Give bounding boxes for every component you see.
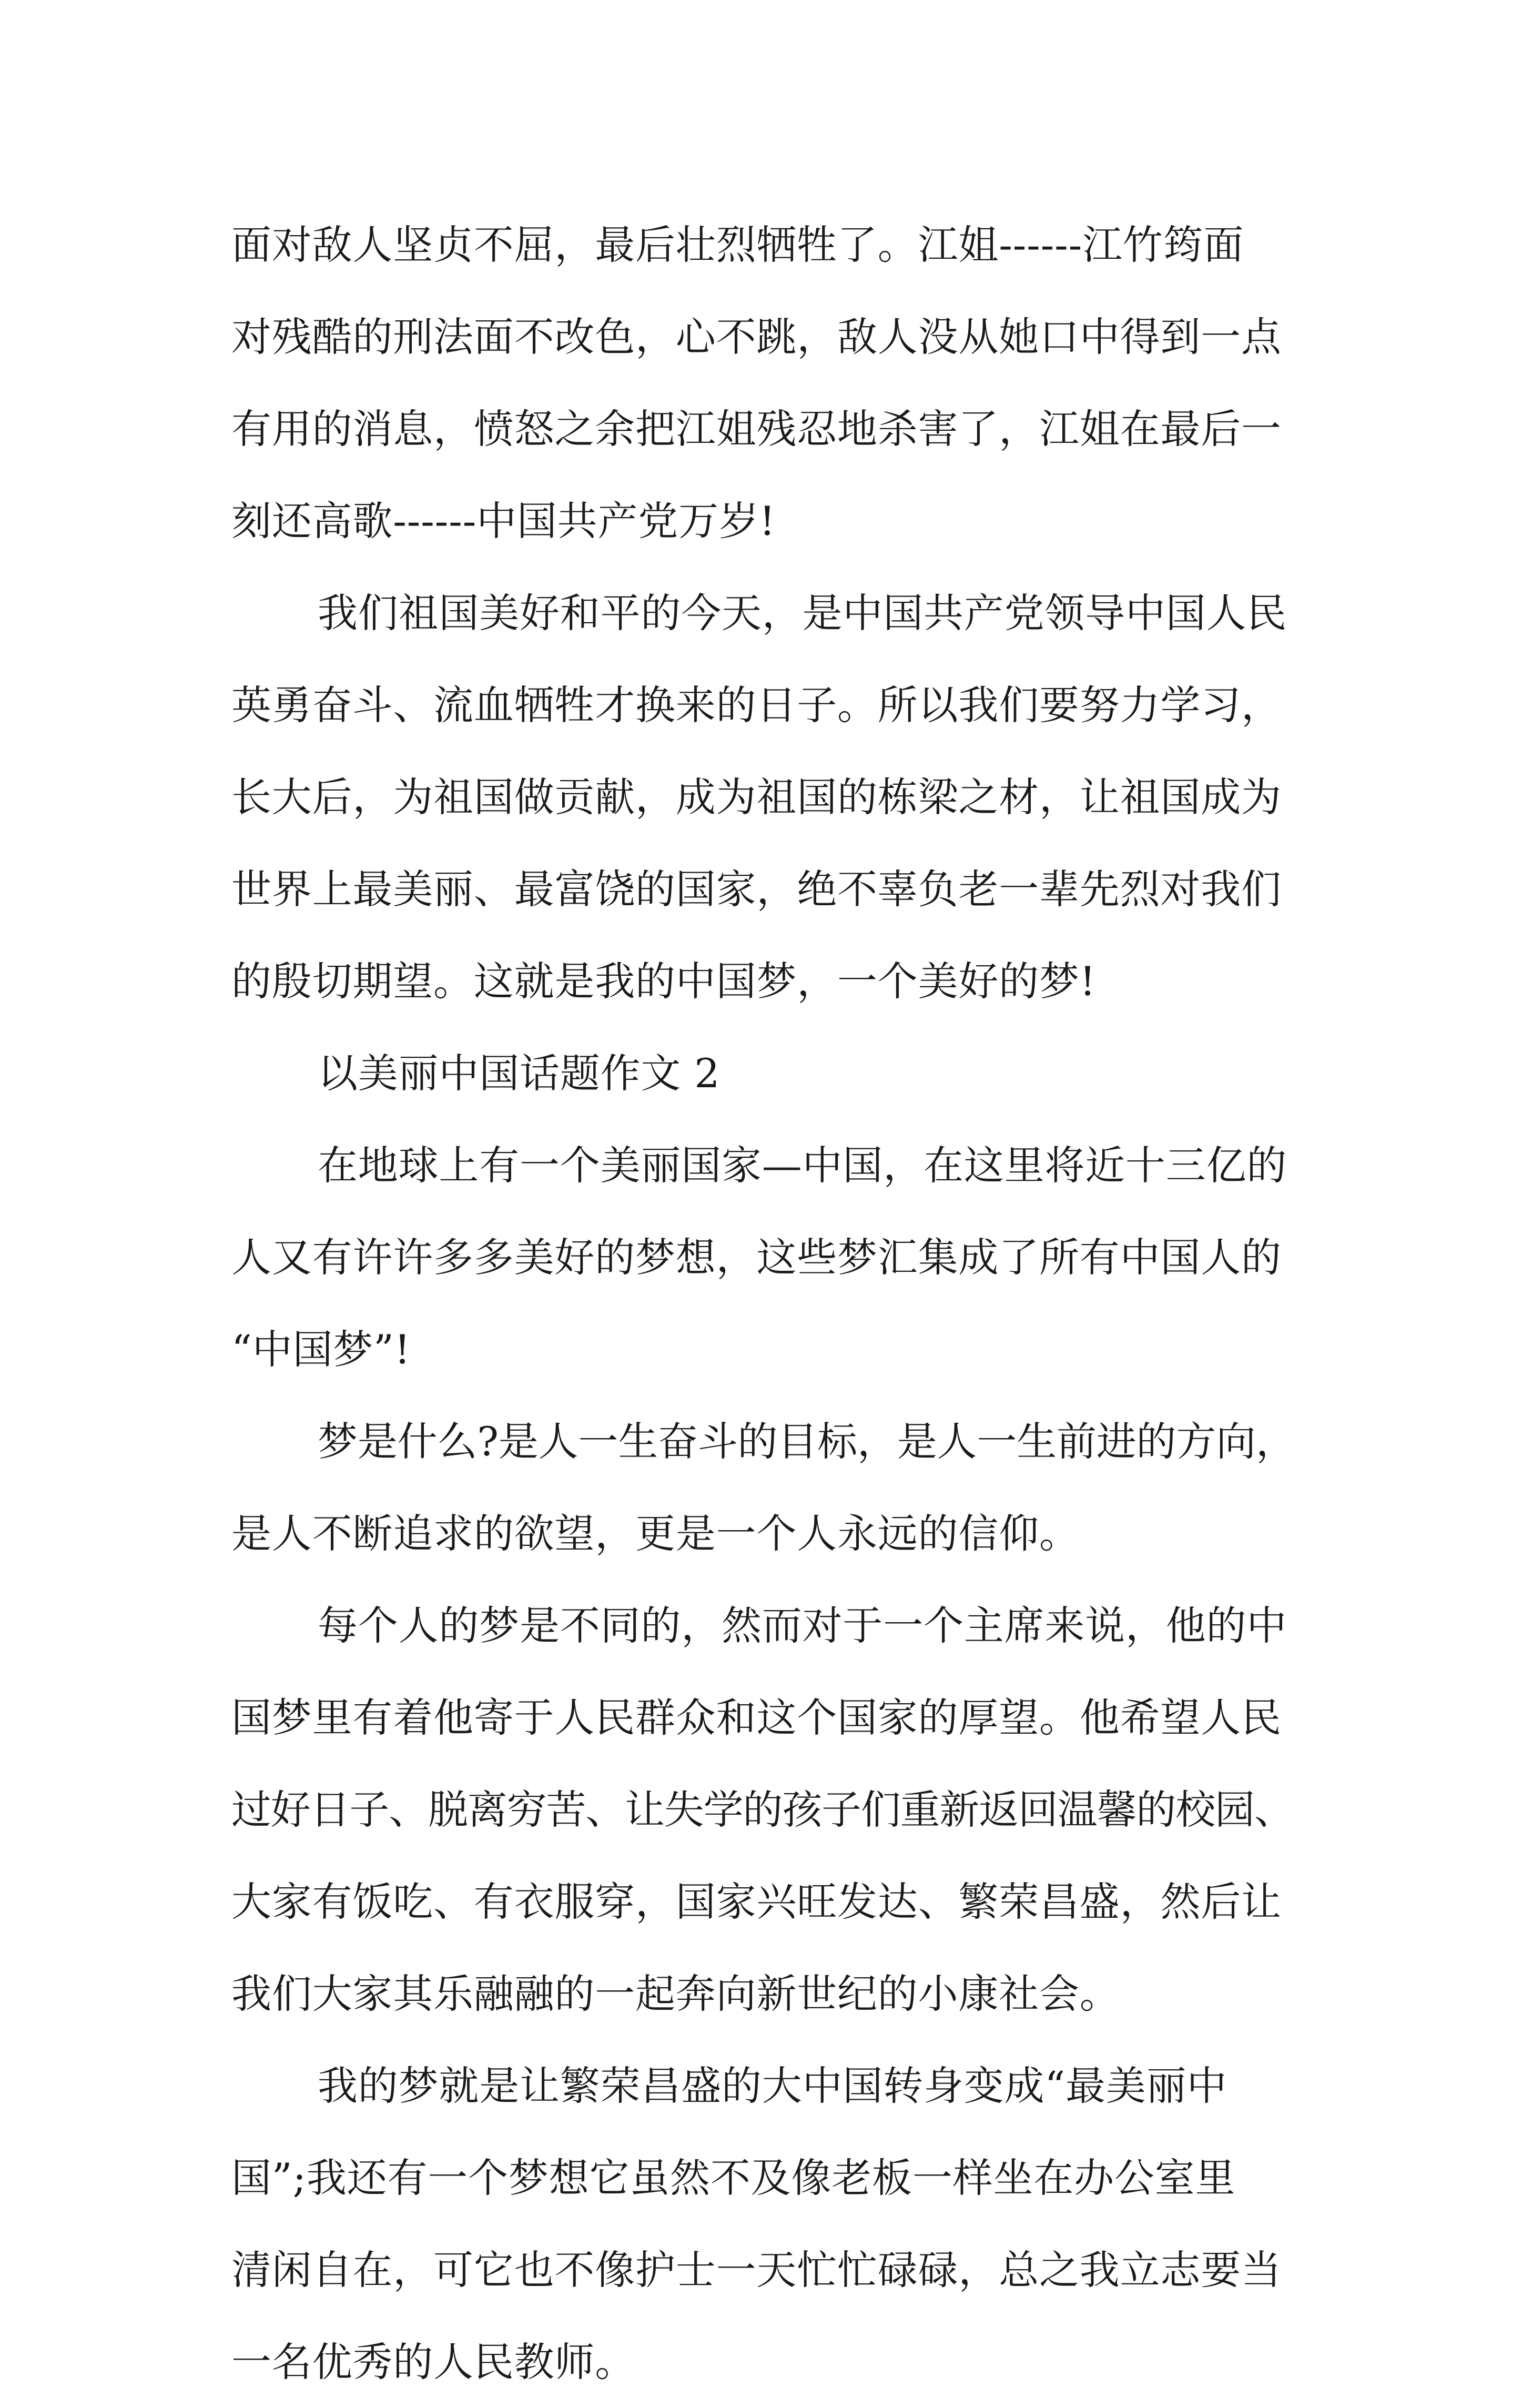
text-line: 人又有许许多多美好的梦想，这些梦汇集成了所有中国人的	[231, 1234, 1282, 1281]
text-line: 面对敌人坚贞不屈，最后壮烈牺牲了。江姐------江竹筠面	[231, 221, 1244, 268]
paragraph-start-line: 我的梦就是让繁荣昌盛的大中国转身变成“最美丽中	[318, 2062, 1227, 2109]
text-line: 一名优秀的人民教师。	[231, 2339, 635, 2385]
text-line: 清闲自在，可它也不像护士一天忙忙碌碌，总之我立志要当	[231, 2247, 1282, 2293]
text-line: 对残酷的刑法面不改色，心不跳，敌人没从她口中得到一点	[231, 313, 1282, 360]
text-line: 我们大家其乐融融的一起奔向新世纪的小康社会。	[231, 1970, 1120, 2017]
text-line: 过好日子、脱离穷苦、让失学的孩子们重新返回温馨的校园、	[231, 1786, 1294, 1833]
text-line: 长大后，为祖国做贡献，成为祖国的栋梁之材，让祖国成为	[231, 774, 1282, 821]
text-line: 刻还高歌------中国共产党万岁!	[231, 498, 776, 544]
text-line: 世界上最美丽、最富饶的国家，绝不辜负老一辈先烈对我们	[231, 866, 1282, 913]
paragraph-start-line: 每个人的梦是不同的，然而对于一个主席来说，他的中	[318, 1602, 1287, 1649]
text-line: 是人不断追求的欲望，更是一个人永远的信仰。	[231, 1510, 1080, 1557]
text-line: 的殷切期望。这就是我的中国梦，一个美好的梦!	[231, 958, 1097, 1005]
text-line: 国”;我还有一个梦想它虽然不及像老板一样坐在办公室里	[231, 2154, 1236, 2201]
text-line: 大家有饭吃、有衣服穿，国家兴旺发达、繁荣昌盛，然后让	[231, 1878, 1282, 1925]
text-line: “中国梦”!	[231, 1326, 411, 1373]
document-body	[231, 199, 1299, 2408]
text-line: 英勇奋斗、流血牺牲才换来的日子。所以我们要努力学习，	[231, 682, 1282, 729]
paragraph-start-line: 梦是什么?是人一生奋斗的目标，是人一生前进的方向，	[318, 1418, 1296, 1465]
text-line: 国梦里有着他寄于人民群众和这个国家的厚望。他希望人民	[231, 1694, 1282, 1741]
paragraph-start-line: 在地球上有一个美丽国家—中国，在这里将近十三亿的	[318, 1142, 1287, 1189]
section-heading: 以美丽中国话题作文 2	[318, 1050, 721, 1097]
paragraph-start-line: 我们祖国美好和平的今天，是中国共产党领导中国人民	[318, 590, 1287, 636]
text-line: 有用的消息，愤怒之余把江姐残忍地杀害了，江姐在最后一	[231, 406, 1282, 452]
